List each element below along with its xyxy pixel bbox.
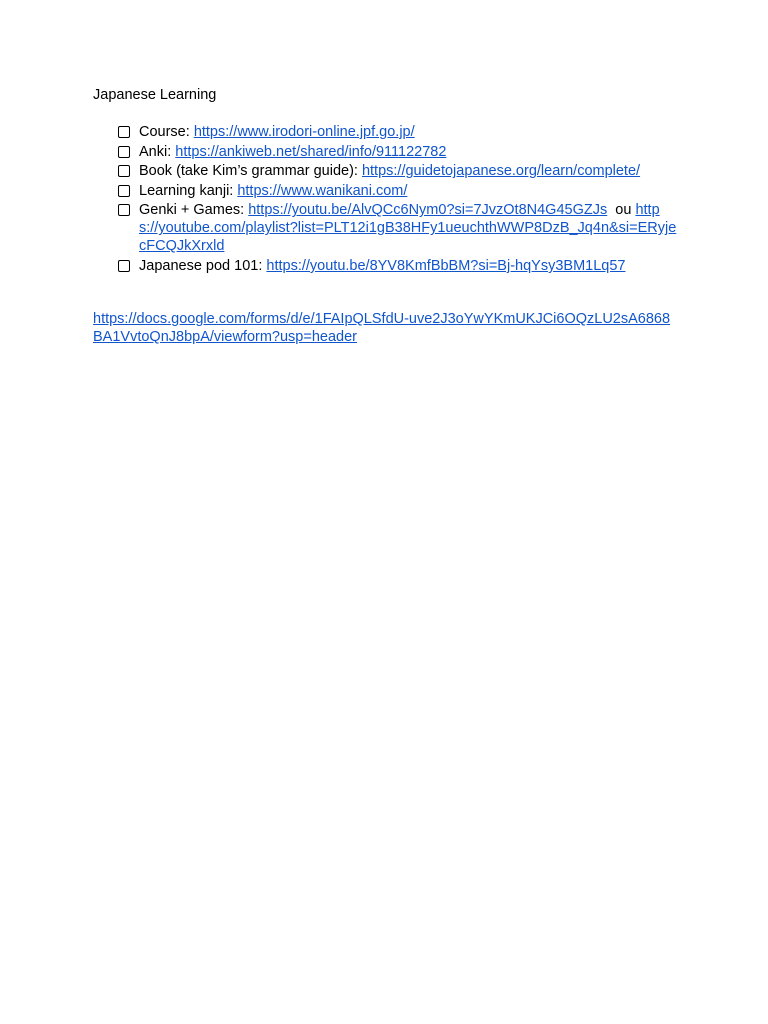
japanesepod-link[interactable]: https://youtu.be/8YV8KmfBbBM?si=Bj-hqYsy3BM1Lq57 [266, 257, 626, 274]
footer-link-container [93, 310, 673, 346]
item-label: Japanese pod 101: [139, 257, 267, 274]
checklist-item-kanji [118, 182, 678, 200]
genki-playlist-link[interactable]: https://youtube.com/playlist?list=PLT12i1gB38HFy1ueuchthWWP8DzB_Jq4n&si=ERyjecFCQJkXrxld [139, 202, 677, 255]
item-label: Book (take Kim’s grammar guide): [139, 163, 362, 180]
separator-text: ou [615, 202, 632, 219]
book-link[interactable]: https://guidetojapanese.org/learn/complete/ [361, 163, 641, 180]
kanji-link[interactable]: https://www.wanikani.com/ [237, 182, 408, 199]
anki-link[interactable]: https://ankiweb.net/shared/info/911122782 [175, 143, 447, 160]
item-label: Genki + Games: [139, 202, 249, 219]
checkbox[interactable] [118, 204, 130, 216]
checkbox[interactable] [118, 126, 130, 138]
checklist-item-genki [118, 201, 678, 255]
item-label: Anki: [139, 143, 176, 160]
checklist-item-book [118, 162, 678, 180]
google-form-link[interactable]: https://docs.google.com/forms/d/e/1FAIpQLSfdU-uve2J3oYwYKmUKJCi6OQzLU2sA6868BA1VvtoQnJ8bpA/viewform?usp=header [93, 311, 671, 345]
checkbox[interactable] [118, 185, 130, 197]
item-label: Learning kanji: [139, 182, 238, 199]
checklist-item-japanesepod [118, 257, 678, 275]
checklist-item-anki [118, 143, 678, 161]
course-link[interactable]: https://www.irodori-online.jpf.go.jp/ [193, 124, 415, 140]
item-label: Course: [139, 124, 194, 140]
learning-checklist [118, 123, 678, 277]
checkbox[interactable] [118, 260, 130, 272]
checkbox[interactable] [118, 146, 130, 158]
genki-youtube-link[interactable]: https://youtu.be/AlvQCc6Nym0?si=7JvzOt8N4G45GZJs [248, 202, 608, 219]
checklist-item-course [118, 123, 678, 141]
checkbox[interactable] [118, 165, 130, 177]
document-title: Japanese Learning [93, 87, 217, 103]
